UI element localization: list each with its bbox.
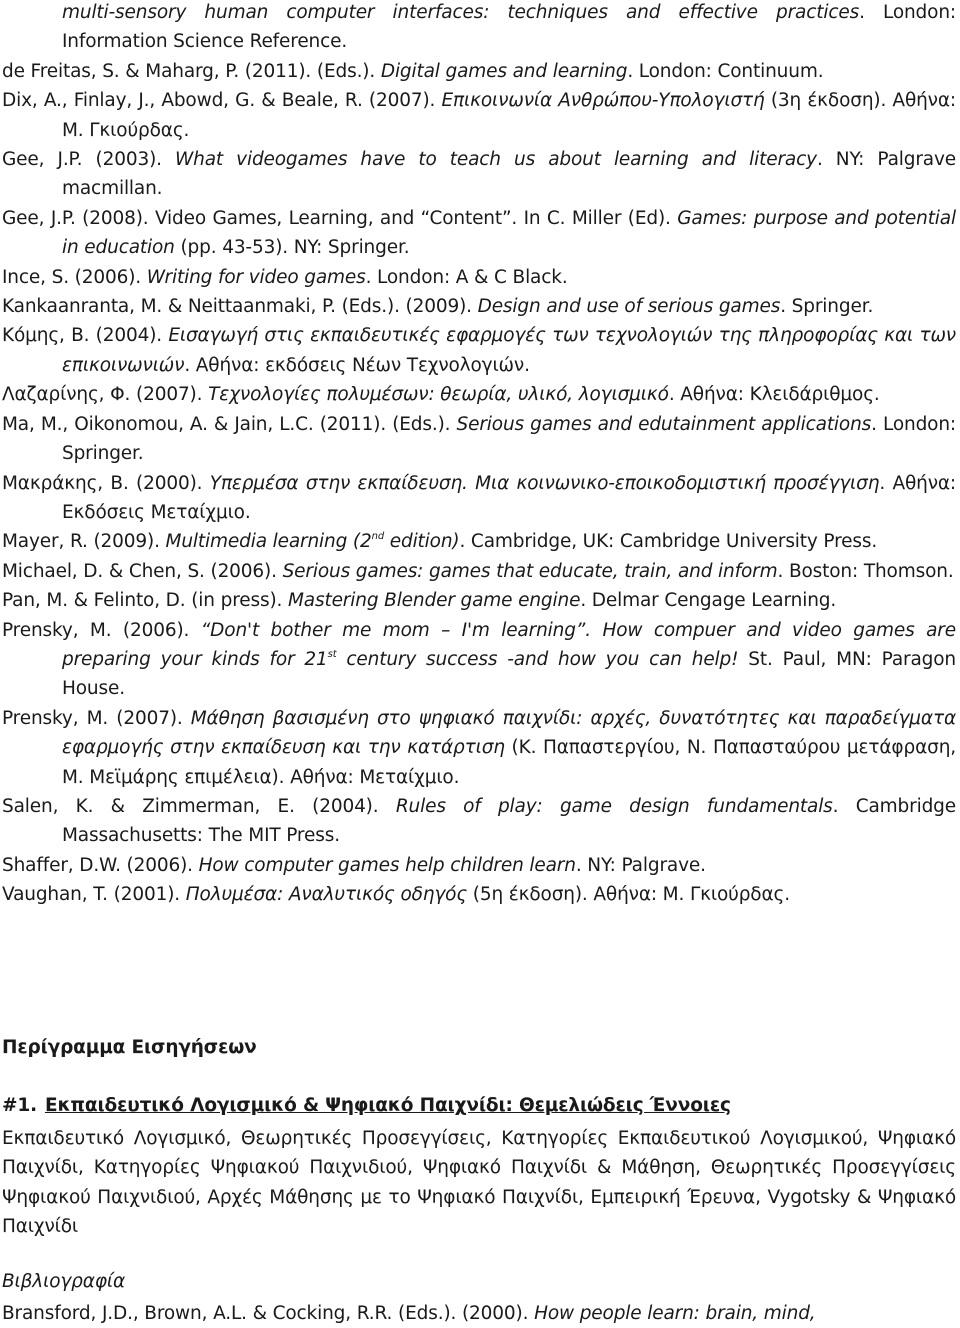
ref-rest: St. Paul, MN: Paragon House. (62, 648, 956, 700)
reference-entry (2, 527, 956, 556)
ref-plain: Kankaanranta, M. & Neittaanmaki, P. (Eds.). (2009). (2, 296, 478, 318)
reference-entry (2, 86, 956, 145)
ref-title: “Don't bother me mom – I'm learning”. How compuer and video games are preparing your kinds for 21 (62, 619, 956, 670)
section-heading (2, 1095, 731, 1116)
reference-entry (2, 410, 956, 469)
ref-rest: (5η έκδοση). Αθήνα: Μ. Γκιούρδας. (467, 884, 790, 906)
ref-rest: . Delmar Cengage Learning. (580, 590, 837, 612)
ref-rest: . NY: Palgrave. (575, 854, 706, 876)
reference-entry (2, 380, 956, 409)
ref-plain: de Freitas, S. & Maharg, P. (2011). (Eds.). (2, 60, 381, 82)
reference-entry (2, 704, 956, 792)
ref-title: Multimedia learning (2 (165, 531, 372, 553)
ref-title: Design and use of serious games (477, 296, 781, 318)
reference-entry (2, 145, 956, 204)
ref-title: Επικοινωνία Ανθρώπου-Υπολογιστή (441, 90, 765, 112)
ref-plain: Ince, S. (2006). (2, 266, 147, 288)
ref-rest: . Αθήνα: Εκδόσεις Μεταίχμιο. (62, 472, 957, 523)
ref-plain: Gee, J.P. (2003). (2, 149, 176, 171)
ref-rest: . London: Information Science Reference. (62, 2, 956, 53)
reference-entry (2, 469, 956, 528)
reference-entry (2, 792, 956, 851)
ref-plain: Vaughan, T. (2001). (2, 884, 186, 906)
ref-plain: Prensky, M. (2007). (2, 707, 191, 729)
ref-title: Digital games and learning (380, 60, 628, 82)
ref-title: Serious games and edutainment applications (456, 413, 872, 435)
ref-plain: Ma, M., Oikonomou, A. & Jain, L.C. (2011). (Eds.). (2, 413, 457, 435)
ref-plain: Salen, K. & Zimmerman, E. (2004). (2, 795, 396, 817)
ref-title-cont: century success -and how you can help! (336, 648, 739, 670)
ref-superscript: nd (371, 531, 385, 543)
ref-rest: . Cambridge, UK: Cambridge University Press. (459, 531, 878, 553)
ref-rest: (pp. 43-53). NY: Springer. (174, 237, 410, 259)
ref-rest: (3η έκδοση). Αθήνα: Μ. Γκιούρδας. (62, 90, 956, 141)
ref-title: Μάθηση βασισμένη στο ψηφιακό παιχνίδι: αρχές, δυνατότητες και παραδείγματα εφαρμογής στην εκπαίδευση και την κατάρτιση (62, 707, 956, 759)
section-number: #1. (2, 1095, 37, 1116)
ref-title: Τεχνολογίες πολυμέσων: θεωρία, υλικό, λογισμικό (208, 384, 669, 406)
ref-plain: Shaffer, D.W. (2006). (2, 854, 199, 876)
ref-rest: . London: Springer. (62, 413, 956, 465)
section-title: Εκπαιδευτικό Λογισμικό & Ψηφιακό Παιχνίδι: Θεμελιώδεις Έννοιες (44, 1095, 731, 1116)
ref-superscript: st (327, 648, 337, 660)
ref-title: Mastering Blender game engine (287, 590, 581, 612)
ref-plain: Mayer, R. (2009). (2, 531, 166, 553)
ref-plain: Λαζαρίνης, Φ. (2007). (2, 384, 209, 406)
ref-plain: Dix, A., Finlay, J., Abowd, G. & Beale, R. (2007). (2, 90, 442, 112)
ref-title: What videogames have to teach us about learning and literacy (175, 149, 817, 171)
reference-entry (2, 1299, 956, 1328)
reference-entry (2, 321, 956, 380)
ref-title: How computer games help children learn (198, 854, 576, 876)
reference-entry (2, 263, 956, 292)
ref-plain: Pan, M. & Felinto, D. (in press). (2, 590, 288, 612)
ref-rest: . Springer. (780, 296, 874, 318)
ref-plain: Μακράκης, Β. (2000). (2, 472, 210, 494)
reference-entry (2, 880, 956, 909)
reference-list (2, 0, 956, 910)
reference-entry (2, 57, 956, 86)
reference-entry (2, 557, 956, 586)
ref-title: Πολυμέσα: Αναλυτικός οδηγός (185, 884, 468, 906)
ref-title: Games: purpose and potential in education (62, 207, 956, 259)
ref-title: multi-sensory human computer interfaces: techniques and effective practices (62, 2, 860, 23)
ref-plain: Michael, D. & Chen, S. (2006). (2, 560, 283, 582)
section-keywords: Εκπαιδευτικό Λογισμικό, Θεωρητικές Προσεγγίσεις, Κατηγορίες Εκπαιδευτικού Λογισμικού, Ψηφιακό Παιχνίδι, Κατηγορίες Ψηφιακού Παιχνιδιού, Ψηφιακό Παιχνίδι & Μάθηση, Θεωρητικές Προσεγγίσεις Ψηφιακού Παιχνιδιού, Αρχές Μάθησης με το Ψηφιακό Παιχνίδι, Εμπειρική Έρευνα, Vygotsky & Ψηφιακό Παιχνίδι (2, 1128, 956, 1238)
ref-rest: . London: Continuum. (627, 60, 824, 82)
ref-plain: Prensky, M. (2006). (2, 619, 201, 641)
ref-title: Εισαγωγή στις εκπαιδευτικές εφαρμογές των τεχνολογιών της πληροφορίας και των επικοινωνιών (62, 325, 956, 376)
ref-title: Υπερμέσα στην εκπαίδευση. Μια κοινωνικο-εποικοδομιστική προσέγγιση (209, 472, 880, 494)
reference-entry (2, 851, 956, 880)
ref-title: Writing for video games (146, 266, 366, 288)
ref-rest: (Κ. Παπαστεργίου, Ν. Παπασταύρου μετάφραση, Μ. Μεϊμάρης επιμέλεια). Αθήνα: Μεταίχμιο. (62, 737, 957, 788)
ref-plain: Gee, J.P. (2008). Video Games, Learning, and “Content”. In C. Miller (Ed). (2, 207, 678, 229)
ref-title: How people learn: brain, mind, (534, 1303, 816, 1324)
ref-rest: . NY: Palgrave macmillan. (62, 149, 957, 200)
reference-entry (2, 586, 956, 615)
ref-title: Serious games: games that educate, train, and inform (282, 560, 778, 582)
ref-rest: . Αθήνα: εκδόσεις Νέων Τεχνολογιών. (184, 354, 530, 376)
reference-entry (2, 0, 956, 57)
ref-rest: . London: A & C Black. (365, 266, 568, 288)
ref-rest: . Boston: Thomson. (777, 560, 954, 582)
ref-rest: . Cambridge Massachusetts: The MIT Press. (62, 795, 957, 847)
bibliography-label: Βιβλιογραφία (2, 1271, 126, 1292)
ref-plain: Κόμης, Β. (2004). (2, 325, 169, 347)
ref-title: Rules of play: game design fundamentals (395, 795, 833, 817)
reference-entry (2, 292, 956, 321)
ref-plain: Bransford, J.D., Brown, A.L. & Cocking, R.R. (Eds.). (2000). (2, 1303, 535, 1324)
ref-rest: . Αθήνα: Κλειδάριθμος. (668, 384, 880, 406)
reference-entry (2, 204, 956, 263)
reference-entry (2, 616, 956, 704)
ref-title-cont: edition) (384, 531, 460, 553)
outline-heading: Περίγραμμα Εισηγήσεων (2, 1037, 257, 1058)
